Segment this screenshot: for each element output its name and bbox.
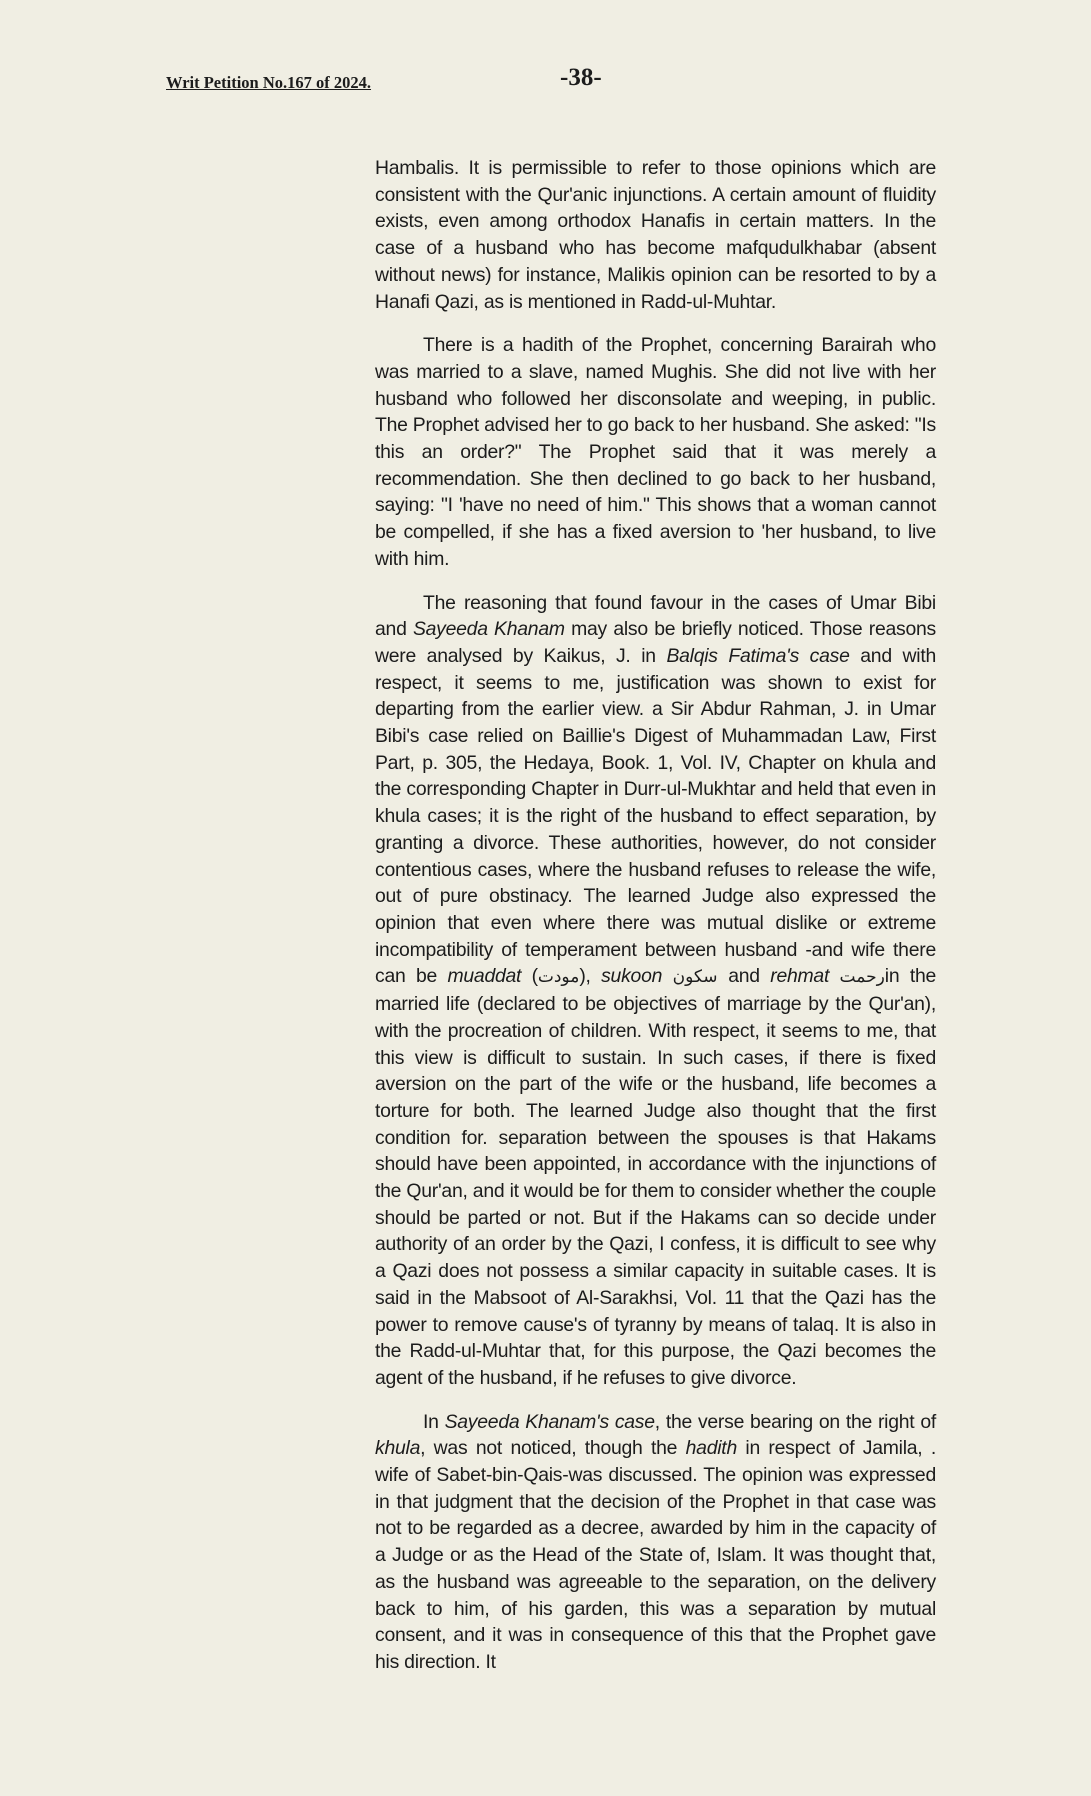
arabic-term: سکون <box>672 967 718 988</box>
arabic-term: رحمت <box>839 967 885 988</box>
text-run <box>662 965 672 987</box>
text-run: in the married life (declared to be objectives of marriage by the Qur'an), with the procreation of children. With respect, it seems to me, that this view is difficult to sustain. In such cases, if there is fixed aversion on the part of the wife or the husband, life becomes a torture for both. The learned Judge also thought that the first condition for. separation between the spouses is that Hakams should have been appointed, in accordance with the injunctions of the Qur'an, and it would be for them to consider whether the couple should be parted or not. But if the Hakams can so decide under authority of an order by the Qazi, I confess, it is difficult to see why a Qazi does not possess a similar capacity in suitable cases. It is said in the Mabsoot of Al-Sarakhsi, Vol. 11 that the Qazi has the power to remove cause's of tyranny by means of talaq. It is also in the Radd-ul-Muhtar that, for this purpose, the Qazi becomes the agent of the husband, if he refuses to give divorce. <box>375 965 937 1389</box>
page-number: -38- <box>560 64 602 91</box>
italic-case-name: Sayeeda Khanam <box>412 618 565 641</box>
text-run: and <box>717 965 771 988</box>
text-run: may also be briefly noticed. Those reasons were analysed by Kaikus, J. in <box>375 618 936 667</box>
italic-case-name: Balqis Fatima's case <box>666 644 850 667</box>
text-run: In <box>423 1410 445 1433</box>
italic-term: muaddat <box>447 965 522 988</box>
paragraph-3 <box>375 590 936 1392</box>
italic-term: hadith <box>685 1437 737 1460</box>
arabic-term: مودت <box>537 967 580 988</box>
text-run: and with respect, it seems to me, justification was shown to exist for departing from the earlier view. a Sir Abdur Rahman, J. in Umar Bibi's case relied on Baillie's Digest of Muhammadan Law, First Part, p. 305, the Hedaya, Book. 1, Vol. IV, Chapter on khula and the corresponding Chapter in Durr-ul-Mukhtar and held that even in khula cases; it is the right of the husband to effect separation, by granting a divorce. These authorities, however, do not consider contentious cases, where the husband refuses to release the wife, out of pure obstinacy. The learned Judge also expressed the opinion that even where there was mutual dislike or extreme incompatibility of temperament between husband -and wife there can be <box>375 644 936 988</box>
text-run: ( <box>521 965 538 988</box>
italic-term: rehmat <box>770 965 830 988</box>
text-run: , was not noticed, though the <box>420 1437 686 1460</box>
italic-term: sukoon <box>601 965 663 988</box>
text-run: , the verse bearing on the right of <box>654 1410 937 1433</box>
italic-case-name: Sayeeda Khanam's case <box>444 1410 655 1433</box>
body-text <box>375 155 936 1693</box>
paragraph-1: Hambalis. It is permissible to refer to those opinions which are consistent with the Qur'anic injunctions. A certain amount of fluidity exists, even among orthodox Hanafis in certain matters. In the case of a husband who has become mafqudulkhabar (absent without news) for instance, Malikis opinion can be resorted to by a Hanafi Qazi, as is mentioned in Radd-ul-Muhtar. <box>375 157 936 313</box>
paragraph-4 <box>375 1409 936 1676</box>
text-run: The reasoning that found favour in the cases of Umar Bibi and <box>375 591 936 641</box>
text-run <box>829 965 839 987</box>
italic-term: khula <box>375 1437 421 1460</box>
paragraph-2: There is a hadith of the Prophet, concerning Barairah who was married to a slave, named Mughis. She did not live with her husband who followed her disconsolate and weeping, in public. The Prophet advised her to go back to her husband. She asked: "Is this an order?" The Prophet said that it was merely a recommendation. She then declined to go back to her husband, saying: "I 'have no need of him." This shows that a woman cannot be compelled, if she has a fixed aversion to 'her husband, to live with him. <box>375 334 936 570</box>
text-run: in respect of Jamila, . wife of Sabet-bin-Qais-was discussed. The opinion was expressed in that judgment that the decision of the Prophet in that case was not to be regarded as a decree, awarded by him in the capacity of a Judge or as the Head of the State of, Islam. It was thought that, as the husband was agreeable to the separation, on the delivery back to him, of his garden, this was a separation by mutual consent, and it was in consequence of this that the Prophet gave his direction. It <box>375 1437 936 1673</box>
text-run: ), <box>579 965 602 988</box>
case-reference: Writ Petition No.167 of 2024. <box>166 73 372 92</box>
